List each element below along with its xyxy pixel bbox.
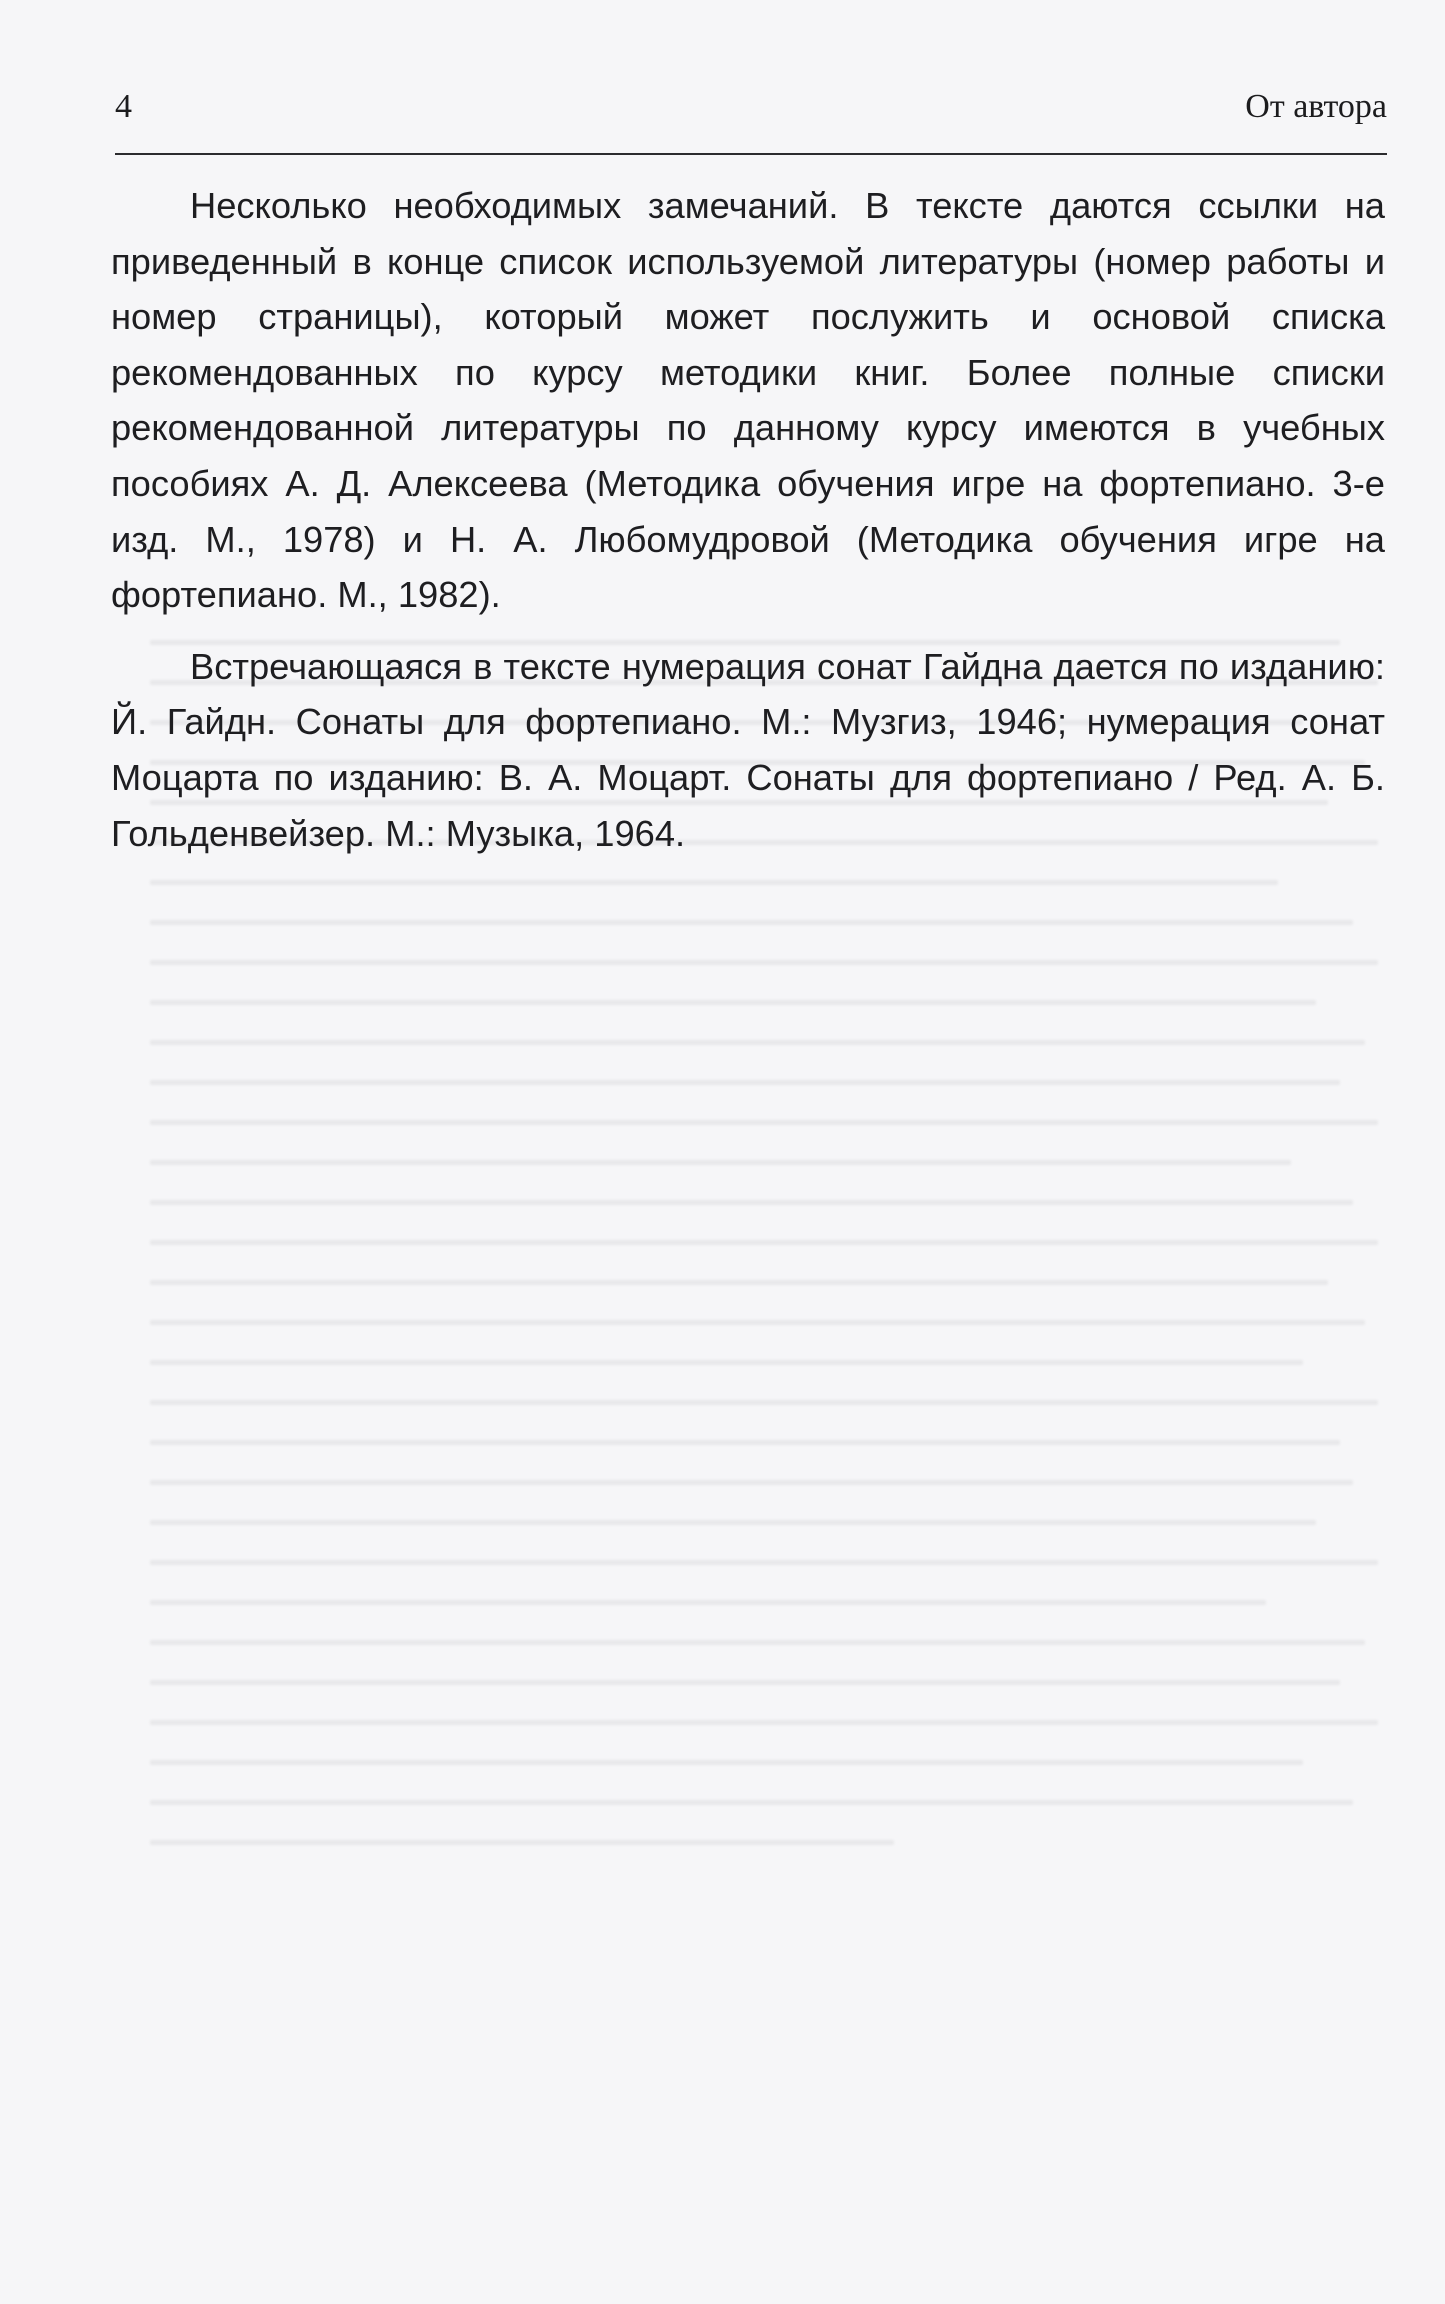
running-title: От автора: [1245, 88, 1387, 125]
paragraph-sonata-numbering: Встречающаяся в тексте нумерация сонат Гайдна дается по изданию: Й. Гайдн. Сонаты для фортепиано. М.: Музгиз, 1946; нумерация сонат Моцарта по изданию: В. А. Моцарт. Сонаты для фортепиано / Ред. А. Б. Гольденвейзер. М.: Музыка, 1964.: [111, 645, 1385, 854]
header-rule: [115, 153, 1387, 155]
body-text: [111, 178, 1385, 861]
page-header: [115, 88, 1387, 138]
page-number: 4: [115, 88, 132, 125]
paragraph-references-note: Несколько необходимых замечаний. В тексте даются ссылки на приведенный в конце список используемой литературы (номер работы и номер страницы), который может послужить и основой списка рекомендованных по курсу методики книг. Более полные списки рекомендованной литературы по данному курсу имеются в учебных пособиях А. Д. Алексеева (Методика обучения игре на фортепиано. 3-е изд. М., 1978) и Н. А. Любомудровой (Методика обучения игре на фортепиано. М., 1982).: [111, 185, 1385, 616]
